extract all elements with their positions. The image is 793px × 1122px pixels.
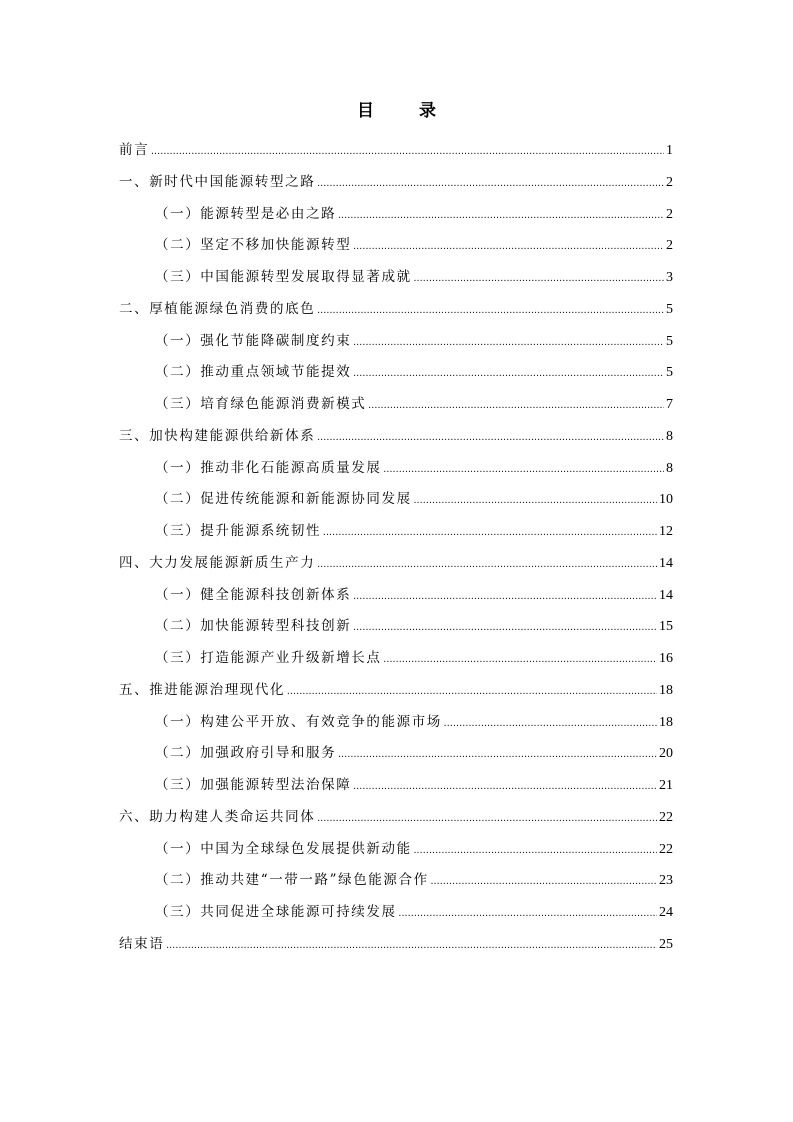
toc-entry-page: 21 [659,778,673,793]
toc-entry-page: 8 [666,428,673,444]
toc-subentry[interactable] [119,326,673,358]
toc-entry-page: 16 [659,651,673,666]
toc-entry-page: 8 [666,460,673,476]
toc-subentry[interactable] [119,897,673,929]
toc-entry-label: （二）促进传统能源和新能源协同发展 [155,491,412,508]
dot-leader [317,549,657,581]
toc-entry[interactable] [119,167,673,199]
toc-entry-page: 10 [659,492,673,508]
toc-entry-label: 三、加快构建能源供给新体系 [119,427,316,444]
toc-entry-label: （一）构建公平开放、有效竞争的能源市场 [155,713,442,730]
dot-leader [317,168,664,200]
toc-entry[interactable] [119,548,673,580]
toc-entry-page: 23 [659,873,673,889]
toc-entry-label: （一）健全能源科技创新体系 [155,586,352,603]
dot-leader [287,676,657,708]
dot-leader [444,708,657,740]
dot-leader [317,295,664,327]
toc-entry[interactable] [119,929,673,961]
toc-subentry[interactable] [119,643,673,675]
dot-leader [151,136,664,168]
dot-leader [414,485,657,517]
toc-entry-page: 2 [666,238,673,254]
dot-leader [384,644,658,676]
toc-entry-label: （二）推动共建“一带一路”绿色能源合作 [155,872,429,889]
toc-entry-label: 结束语 [119,935,165,952]
toc-entry-label: 前言 [119,142,150,158]
toc-entry-page: 18 [659,714,673,730]
dot-leader [353,231,664,263]
toc-entry-label: （三）提升能源系统韧性 [155,523,322,539]
toc-entry-page: 2 [666,174,673,190]
toc-entry[interactable] [119,675,673,707]
toc-entry-page: 22 [659,841,673,857]
page-title: 目 录 [357,101,450,121]
table-of-contents [119,135,673,961]
toc-entry-label: 四、大力发展能源新质生产力 [119,554,316,571]
toc-entry-page: 12 [659,524,673,539]
toc-entry-page: 24 [659,905,673,920]
toc-entry-page: 2 [666,206,673,222]
dot-leader [166,930,657,962]
toc-entry-page: 3 [666,270,673,285]
dot-leader [368,390,664,422]
dot-leader [431,866,657,898]
dot-leader [353,581,657,613]
toc-entry-label: （三）加强能源转型法治保障 [155,777,352,793]
toc-entry-label: 二、厚植能源绿色消费的底色 [119,300,316,317]
toc-subentry[interactable] [119,357,673,389]
dot-leader [338,200,664,232]
toc-entry-label: （一）能源转型是必由之路 [155,205,337,222]
toc-entry-label: （一）强化节能降碳制度约束 [155,332,352,349]
dot-leader [384,454,665,486]
toc-entry-page: 5 [666,301,673,317]
toc-entry-label: （二）加快能源转型科技创新 [155,618,352,635]
toc-entry-page: 14 [659,587,673,603]
toc-subentry[interactable] [119,484,673,516]
toc-entry-label: （二）推动重点领域节能提效 [155,364,352,381]
toc-subentry[interactable] [119,453,673,485]
toc-entry-label: （三）打造能源产业升级新增长点 [155,650,382,666]
toc-entry-label: 五、推进能源治理现代化 [119,681,286,698]
dot-leader [399,898,657,930]
toc-subentry[interactable] [119,580,673,612]
dot-leader [323,517,657,549]
toc-entry-label: （三）中国能源转型发展取得显著成就 [155,269,412,285]
toc-entry-page: 5 [666,333,673,349]
toc-entry[interactable] [119,421,673,453]
toc-entry-label: 六、助力构建人类命运共同体 [119,808,316,825]
toc-entry-label: （三）培育绿色能源消费新模式 [155,396,367,412]
toc-subentry[interactable] [119,707,673,739]
dot-leader [353,358,664,390]
toc-entry-page: 20 [659,746,673,762]
dot-leader [317,803,657,835]
dot-leader [353,327,664,359]
toc-subentry[interactable] [119,738,673,770]
toc-subentry[interactable] [119,770,673,802]
toc-subentry[interactable] [119,199,673,231]
toc-entry[interactable] [119,294,673,326]
toc-entry-page: 25 [659,936,673,952]
toc-entry-page: 1 [666,143,673,158]
toc-entry-page: 14 [659,555,673,571]
toc-entry-page: 5 [666,365,673,381]
toc-entry[interactable] [119,135,673,167]
toc-entry[interactable] [119,802,673,834]
toc-subentry[interactable] [119,865,673,897]
toc-entry-page: 7 [666,397,673,412]
toc-entry-label: （二）加强政府引导和服务 [155,745,337,762]
toc-subentry[interactable] [119,834,673,866]
toc-subentry[interactable] [119,516,673,548]
dot-leader [414,835,657,867]
toc-entry-label: （一）中国为全球绿色发展提供新动能 [155,840,412,857]
toc-entry-label: （一）推动非化石能源高质量发展 [155,459,382,476]
dot-leader [317,422,664,454]
toc-subentry[interactable] [119,262,673,294]
toc-entry-label: （三）共同促进全球能源可持续发展 [155,904,397,920]
dot-leader [414,263,664,295]
toc-entry-page: 22 [659,809,673,825]
toc-subentry[interactable] [119,230,673,262]
dot-leader [338,739,657,771]
toc-entry-label: （二）坚定不移加快能源转型 [155,237,352,254]
toc-entry-page: 15 [659,619,673,635]
toc-subentry[interactable] [119,611,673,643]
toc-entry-label: 一、新时代中国能源转型之路 [119,173,316,190]
dot-leader [353,771,657,803]
dot-leader [353,612,657,644]
toc-subentry[interactable] [119,389,673,421]
toc-entry-page: 18 [659,682,673,698]
